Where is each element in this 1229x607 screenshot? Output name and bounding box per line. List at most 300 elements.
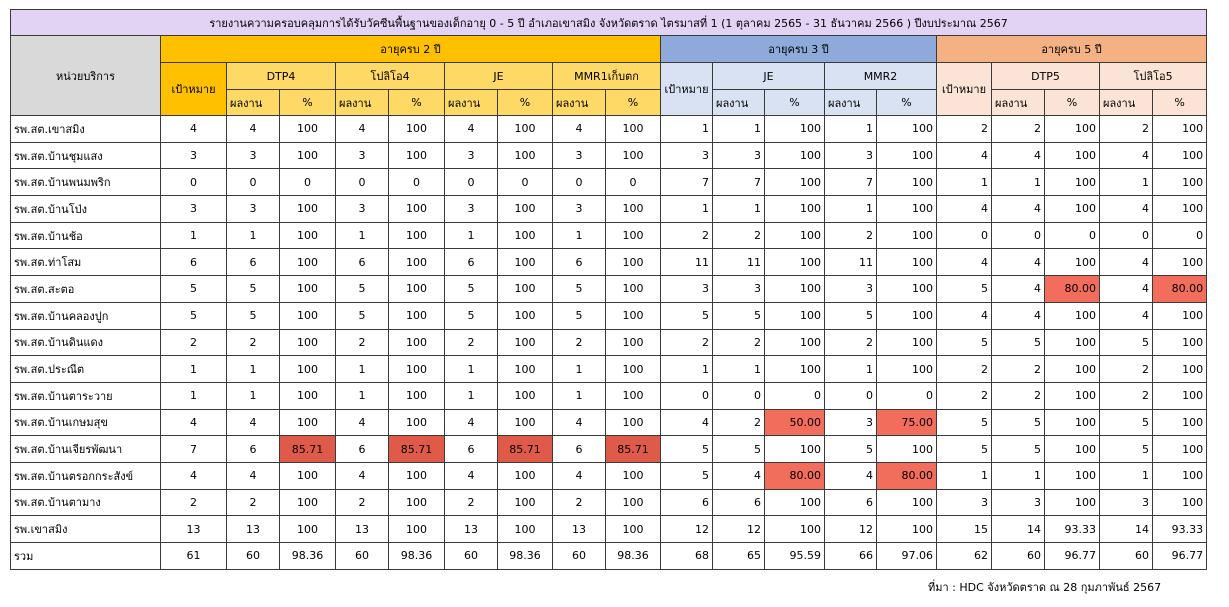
value-cell: 100 [1153,249,1207,276]
value-cell: 2 [336,489,389,516]
value-cell: 5 [553,276,606,303]
value-cell: 5 [661,462,713,489]
value-cell: 1 [445,222,498,249]
value-cell: 2 [1100,116,1153,143]
value-cell: 0 [992,222,1045,249]
value-cell: 4 [161,409,227,436]
value-cell: 4 [445,462,498,489]
age2-group-header: อายุครบ 2 ปี [161,36,661,63]
value-cell: 100 [280,249,336,276]
value-cell: 0 [553,169,606,196]
je-age2-percent-header: % [498,90,553,116]
value-cell: 61 [161,543,227,570]
value-cell: 98.36 [389,543,445,570]
value-cell: 3 [336,142,389,169]
value-cell: 100 [606,276,661,303]
age5-target-header: เป้าหมาย [937,63,992,116]
unit-name-cell: รพ.สต.สะตอ [11,276,161,303]
value-cell: 100 [498,116,553,143]
value-cell: 100 [1045,142,1100,169]
value-cell: 100 [606,329,661,356]
value-cell: 1 [227,356,280,383]
unit-name-cell: รพ.สต.บ้านเจียรพัฒนา [11,436,161,463]
value-cell: 100 [1045,116,1100,143]
value-cell: 5 [937,329,992,356]
value-cell: 3 [661,276,713,303]
value-cell: 100 [877,302,937,329]
value-cell: 100 [1045,382,1100,409]
table-row [11,142,1207,169]
table-row [11,302,1207,329]
value-cell: 0 [877,382,937,409]
value-cell: 5 [553,302,606,329]
value-cell: 100 [280,356,336,383]
value-cell: 5 [161,276,227,303]
mmr1-result-header: ผลงาน [553,90,606,116]
value-cell: 1 [713,116,765,143]
value-cell: 3 [553,142,606,169]
table-row [11,382,1207,409]
value-cell: 5 [661,302,713,329]
unit-name-cell: รพ.สต.ประณีต [11,356,161,383]
value-cell: 50.00 [765,409,825,436]
value-cell: 1 [713,196,765,223]
value-cell: 2 [937,382,992,409]
value-cell: 5 [336,276,389,303]
value-cell: 1 [161,382,227,409]
value-cell: 1 [553,356,606,383]
value-cell: 11 [825,249,877,276]
value-cell: 100 [498,409,553,436]
value-cell: 100 [498,516,553,543]
value-cell: 98.36 [498,543,553,570]
value-cell: 100 [765,222,825,249]
je-age2-header: JE [445,63,553,90]
value-cell: 100 [389,302,445,329]
value-cell: 13 [336,516,389,543]
polio5-result-header: ผลงาน [1100,90,1153,116]
value-cell: 100 [1045,356,1100,383]
value-cell: 6 [553,249,606,276]
value-cell: 100 [389,516,445,543]
value-cell: 3 [937,489,992,516]
unit-header: หน่วยบริการ [11,36,161,116]
value-cell: 2 [1100,382,1153,409]
value-cell: 0 [661,382,713,409]
value-cell: 98.36 [606,543,661,570]
value-cell: 6 [161,249,227,276]
value-cell: 100 [606,409,661,436]
value-cell: 100 [498,196,553,223]
value-cell: 100 [765,302,825,329]
unit-name-cell: รพ.สต.บ้านโป่ง [11,196,161,223]
mmr2-result-header: ผลงาน [825,90,877,116]
value-cell: 4 [161,462,227,489]
value-cell: 60 [227,543,280,570]
value-cell: 100 [498,462,553,489]
value-cell: 6 [336,249,389,276]
value-cell: 100 [765,356,825,383]
value-cell: 3 [825,276,877,303]
value-cell: 100 [1153,436,1207,463]
value-cell: 3 [336,196,389,223]
value-cell: 2 [445,489,498,516]
value-cell: 1 [161,222,227,249]
value-cell: 5 [937,276,992,303]
value-cell: 3 [713,276,765,303]
value-cell: 100 [1045,196,1100,223]
value-cell: 4 [161,116,227,143]
value-cell: 100 [1045,169,1100,196]
value-cell: 100 [606,462,661,489]
value-cell: 4 [553,116,606,143]
mmr2-header: MMR2 [825,63,937,90]
value-cell: 1 [445,382,498,409]
value-cell: 100 [498,489,553,516]
value-cell: 100 [1153,382,1207,409]
value-cell: 100 [280,462,336,489]
value-cell: 5 [992,329,1045,356]
value-cell: 0 [825,382,877,409]
value-cell: 100 [765,276,825,303]
value-cell: 6 [553,436,606,463]
value-cell: 100 [877,142,937,169]
table-row [11,436,1207,463]
dtp4-header: DTP4 [227,63,336,90]
mmr2-percent-header: % [877,90,937,116]
value-cell: 4 [713,462,765,489]
value-cell: 4 [336,409,389,436]
value-cell: 5 [825,302,877,329]
unit-name-cell: รพ.สต.บ้านดินแดง [11,329,161,356]
value-cell: 4 [1100,302,1153,329]
value-cell: 3 [825,142,877,169]
unit-name-cell: รพ.สต.บ้านตรอกกระสังข์ [11,462,161,489]
value-cell: 7 [661,169,713,196]
table-row [11,356,1207,383]
value-cell: 4 [553,462,606,489]
value-cell: 0 [1045,222,1100,249]
value-cell: 85.71 [606,436,661,463]
value-cell: 3 [553,196,606,223]
value-cell: 98.36 [280,543,336,570]
value-cell: 100 [877,489,937,516]
value-cell: 5 [1100,329,1153,356]
value-cell: 100 [765,489,825,516]
value-cell: 3 [161,196,227,223]
value-cell: 5 [336,302,389,329]
value-cell: 5 [227,276,280,303]
value-cell: 100 [765,329,825,356]
table-row [11,329,1207,356]
value-cell: 100 [1153,489,1207,516]
value-cell: 96.77 [1045,543,1100,570]
value-cell: 100 [1045,249,1100,276]
value-cell: 100 [606,222,661,249]
value-cell: 100 [877,356,937,383]
value-cell: 100 [280,489,336,516]
value-cell: 2 [825,222,877,249]
value-cell: 2 [227,489,280,516]
value-cell: 100 [765,196,825,223]
value-cell: 100 [765,116,825,143]
value-cell: 100 [765,516,825,543]
value-cell: 1 [553,382,606,409]
value-cell: 1 [661,356,713,383]
mmr1-percent-header: % [606,90,661,116]
table-body [11,116,1207,570]
value-cell: 14 [1100,516,1153,543]
value-cell: 0 [161,169,227,196]
age3-group-header: อายุครบ 3 ปี [661,36,937,63]
value-cell: 100 [389,489,445,516]
value-cell: 100 [280,116,336,143]
value-cell: 0 [713,382,765,409]
value-cell: 100 [498,356,553,383]
value-cell: 0 [336,169,389,196]
value-cell: 4 [553,409,606,436]
value-cell: 1 [445,356,498,383]
value-cell: 13 [553,516,606,543]
value-cell: 7 [161,436,227,463]
value-cell: 4 [336,116,389,143]
value-cell: 2 [713,222,765,249]
value-cell: 3 [161,142,227,169]
value-cell: 5 [227,302,280,329]
polio4-percent-header: % [389,90,445,116]
value-cell: 1 [992,462,1045,489]
value-cell: 2 [713,409,765,436]
value-cell: 100 [389,329,445,356]
value-cell: 4 [445,116,498,143]
value-cell: 1 [336,356,389,383]
unit-name-cell: รพ.สต.บ้านชุมแสง [11,142,161,169]
unit-name-cell: รวม [11,543,161,570]
value-cell: 100 [765,142,825,169]
value-cell: 4 [336,462,389,489]
value-cell: 100 [877,169,937,196]
value-cell: 5 [661,436,713,463]
value-cell: 6 [713,489,765,516]
value-cell: 100 [877,116,937,143]
table-row [11,516,1207,543]
value-cell: 100 [498,382,553,409]
value-cell: 1 [336,222,389,249]
value-cell: 100 [606,116,661,143]
value-cell: 60 [445,543,498,570]
value-cell: 100 [1045,436,1100,463]
value-cell: 13 [227,516,280,543]
unit-name-cell: รพ.สต.บ้านเกษมสุข [11,409,161,436]
value-cell: 100 [280,409,336,436]
value-cell: 3 [445,142,498,169]
value-cell: 4 [992,142,1045,169]
value-cell: 2 [937,116,992,143]
value-cell: 4 [227,462,280,489]
table-row [11,462,1207,489]
value-cell: 93.33 [1045,516,1100,543]
value-cell: 3 [227,142,280,169]
table-row [11,196,1207,223]
value-cell: 100 [498,222,553,249]
value-cell: 100 [1045,489,1100,516]
value-cell: 2 [445,329,498,356]
unit-name-cell: รพ.สต.บ้านช้อ [11,222,161,249]
value-cell: 2 [161,489,227,516]
value-cell: 62 [937,543,992,570]
table-row [11,222,1207,249]
unit-name-cell: รพ.สต.เขาสมิง [11,116,161,143]
value-cell: 2 [713,329,765,356]
value-cell: 3 [445,196,498,223]
value-cell: 80.00 [1153,276,1207,303]
value-cell: 5 [937,436,992,463]
value-cell: 5 [445,302,498,329]
value-cell: 6 [825,489,877,516]
value-cell: 5 [713,436,765,463]
value-cell: 11 [661,249,713,276]
value-cell: 6 [445,249,498,276]
value-cell: 100 [1153,409,1207,436]
value-cell: 2 [992,356,1045,383]
polio4-result-header: ผลงาน [336,90,389,116]
value-cell: 6 [445,436,498,463]
value-cell: 95.59 [765,543,825,570]
table-row [11,276,1207,303]
value-cell: 100 [606,516,661,543]
value-cell: 4 [937,249,992,276]
value-cell: 100 [1153,302,1207,329]
value-cell: 100 [389,276,445,303]
value-cell: 100 [498,329,553,356]
value-cell: 6 [227,436,280,463]
value-cell: 7 [825,169,877,196]
value-cell: 5 [713,302,765,329]
value-cell: 100 [877,196,937,223]
value-cell: 4 [937,196,992,223]
value-cell: 2 [937,356,992,383]
value-cell: 80.00 [877,462,937,489]
je-age3-result-header: ผลงาน [713,90,765,116]
value-cell: 100 [1153,196,1207,223]
value-cell: 2 [992,382,1045,409]
value-cell: 4 [992,249,1045,276]
value-cell: 1 [1100,462,1153,489]
value-cell: 100 [877,276,937,303]
value-cell: 0 [389,169,445,196]
value-cell: 100 [389,382,445,409]
value-cell: 6 [661,489,713,516]
unit-name-cell: รพ.สต.บ้านตาระวาย [11,382,161,409]
age3-target-header: เป้าหมาย [661,63,713,116]
polio4-header: โปลิโอ4 [336,63,445,90]
value-cell: 2 [992,116,1045,143]
value-cell: 5 [445,276,498,303]
value-cell: 0 [445,169,498,196]
value-cell: 0 [937,222,992,249]
value-cell: 100 [389,409,445,436]
value-cell: 100 [498,302,553,329]
value-cell: 12 [825,516,877,543]
value-cell: 5 [1100,436,1153,463]
coverage-report-table [10,9,1207,570]
value-cell: 2 [336,329,389,356]
unit-name-cell: รพ.เขาสมิง [11,516,161,543]
age5-group-header: อายุครบ 5 ปี [937,36,1207,63]
value-cell: 2 [661,222,713,249]
value-cell: 13 [161,516,227,543]
value-cell: 65 [713,543,765,570]
value-cell: 60 [992,543,1045,570]
value-cell: 60 [553,543,606,570]
value-cell: 5 [937,409,992,436]
value-cell: 0 [765,382,825,409]
value-cell: 6 [227,249,280,276]
value-cell: 100 [280,142,336,169]
value-cell: 100 [498,249,553,276]
table-row [11,116,1207,143]
source-note: ที่มา : HDC จังหวัดตราด ณ 28 กุมภาพันธ์ 2567 [928,581,1162,594]
value-cell: 15 [937,516,992,543]
value-cell: 1 [1100,169,1153,196]
report-title: รายงานความครอบคลุมการได้รับวัคซีนพื้นฐานของเด็กอายุ 0 - 5 ปี อำเภอเขาสมิง จังหวัดตราด ไตรมาสที่ 1 (1 ตุลาคม 2565 - 31 ธันวาคม 2566 ) ปีงบประมาณ 2567 [11,10,1207,36]
value-cell: 80.00 [765,462,825,489]
value-cell: 3 [825,409,877,436]
value-cell: 12 [661,516,713,543]
value-cell: 1 [992,169,1045,196]
polio5-header: โปลิโอ5 [1100,63,1207,90]
value-cell: 4 [227,409,280,436]
value-cell: 100 [498,276,553,303]
unit-name-cell: รพ.สต.บ้านคลองปูก [11,302,161,329]
value-cell: 100 [1153,329,1207,356]
value-cell: 96.77 [1153,543,1207,570]
value-cell: 68 [661,543,713,570]
table-row [11,249,1207,276]
value-cell: 7 [713,169,765,196]
value-cell: 4 [992,276,1045,303]
value-cell: 100 [280,329,336,356]
value-cell: 0 [1153,222,1207,249]
value-cell: 2 [227,329,280,356]
value-cell: 0 [498,169,553,196]
value-cell: 5 [161,302,227,329]
je-age3-header: JE [713,63,825,90]
value-cell: 0 [1100,222,1153,249]
value-cell: 4 [1100,142,1153,169]
value-cell: 100 [280,516,336,543]
value-cell: 100 [765,249,825,276]
value-cell: 100 [606,249,661,276]
value-cell: 2 [553,489,606,516]
polio5-percent-header: % [1153,90,1207,116]
value-cell: 1 [937,169,992,196]
value-cell: 4 [937,142,992,169]
dtp5-header: DTP5 [992,63,1100,90]
value-cell: 100 [280,222,336,249]
value-cell: 3 [227,196,280,223]
value-cell: 1 [825,116,877,143]
value-cell: 1 [227,382,280,409]
value-cell: 5 [992,436,1045,463]
value-cell: 60 [336,543,389,570]
value-cell: 0 [280,169,336,196]
value-cell: 4 [227,116,280,143]
value-cell: 100 [1153,116,1207,143]
value-cell: 100 [877,329,937,356]
value-cell: 12 [713,516,765,543]
unit-name-cell: รพ.สต.บ้านพนมพริก [11,169,161,196]
